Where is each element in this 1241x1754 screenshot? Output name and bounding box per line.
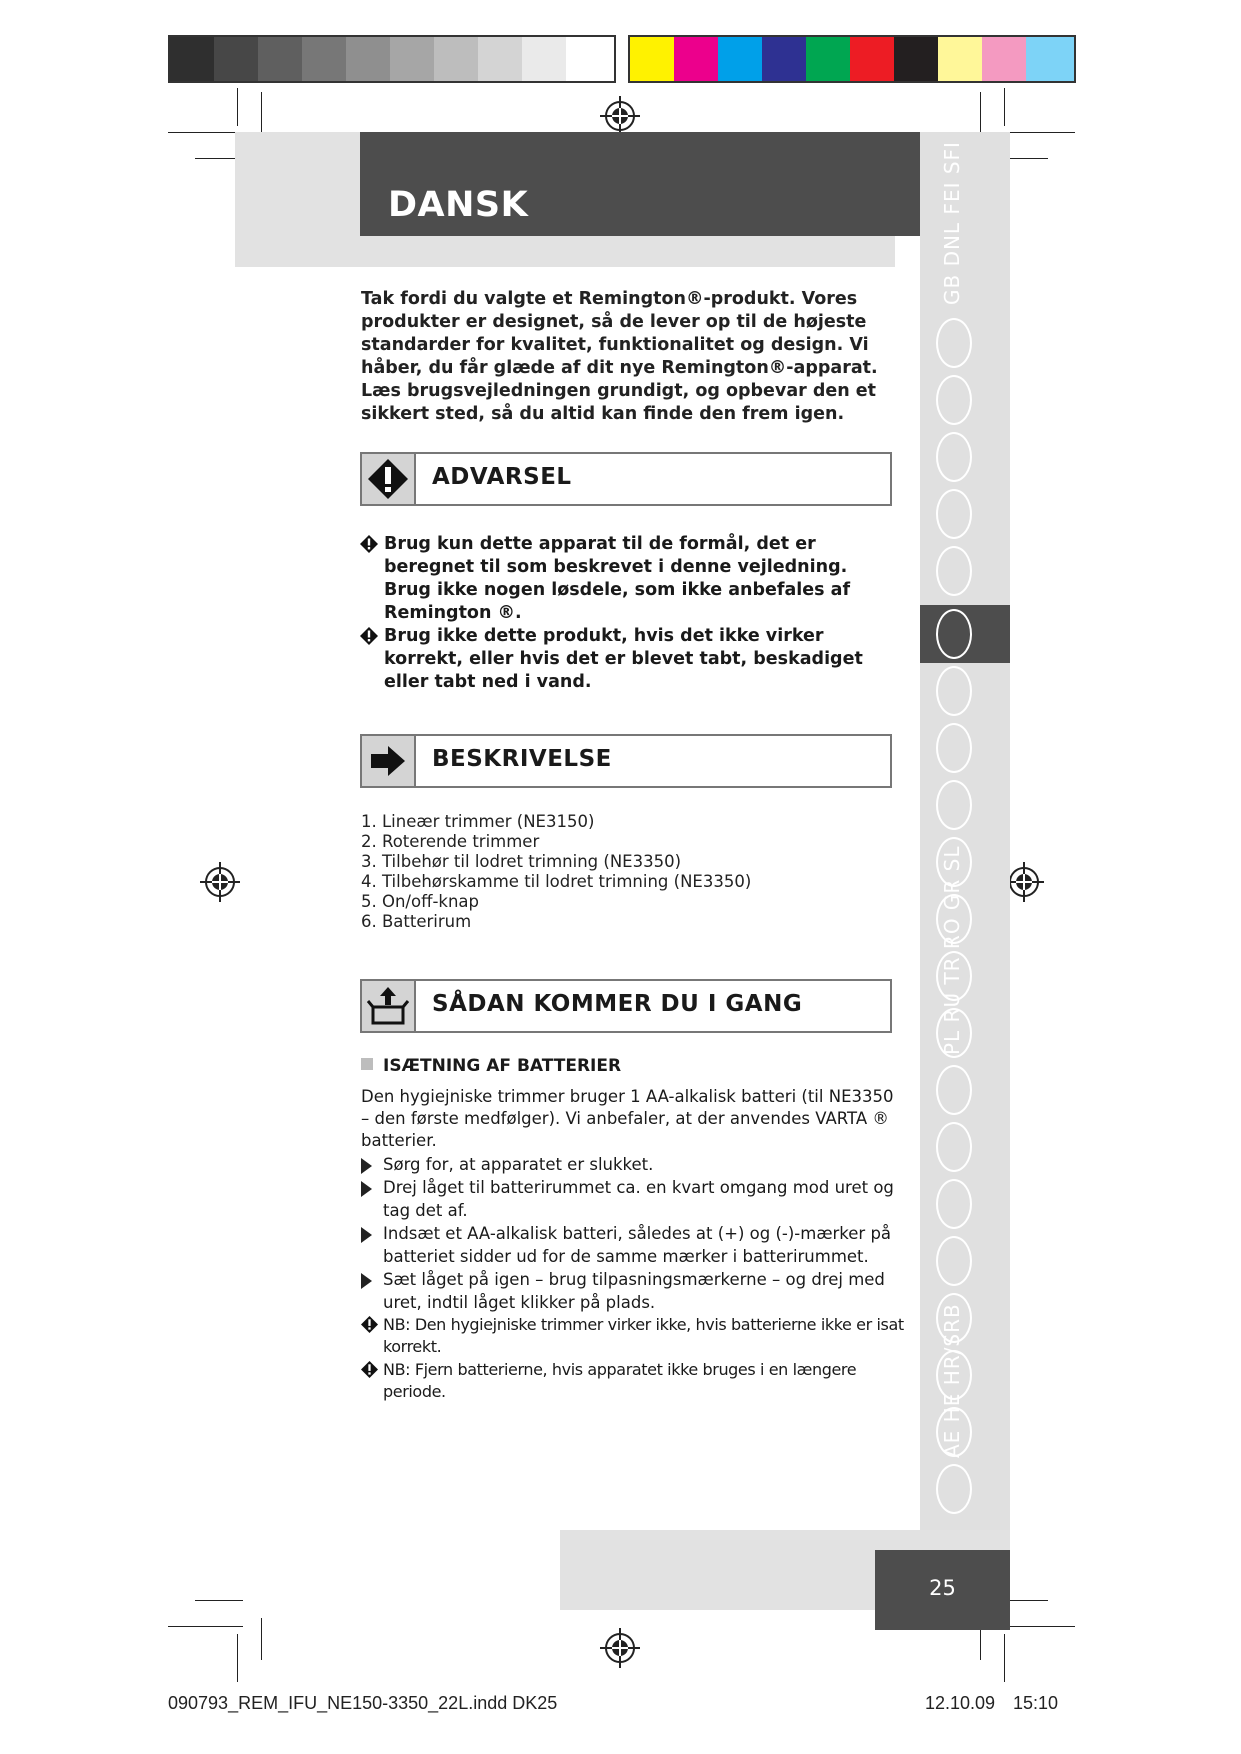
note-text: NB: Den hygiejniske trimmer virker ikke, hvis batterierne ikke er isat korrekt. (383, 1315, 904, 1356)
crop-mark (168, 1626, 243, 1627)
crop-mark (237, 88, 238, 126)
warning-text: Brug ikke dette produkt, hvis det ikke virker korrekt, eller hvis det er blevet tabt, beskadiget eller tabt ned i vand. (384, 626, 863, 692)
warning-bullet-icon (360, 627, 378, 645)
instruction-text: Indsæt et AA-alkalisk batteri, således at (+) og (-)-mærker på batteriet sidder ud for de samme mærker i batterirummet. (383, 1224, 892, 1266)
language-tab-dansk[interactable] (936, 609, 972, 659)
language-tab[interactable] (936, 1236, 972, 1286)
list-item: 1. Lineær trimmer (NE3150) (361, 812, 595, 831)
list-item: 5. On/off-knap (361, 892, 480, 911)
language-tab[interactable] (936, 1179, 972, 1229)
instruction-item (361, 1268, 901, 1314)
crop-mark (1004, 88, 1005, 126)
section-getting-started-header (360, 979, 892, 1033)
instruction-text: Sørg for, at apparatet er slukket. (383, 1155, 654, 1174)
list-item: 2. Roterende trimmer (361, 832, 540, 851)
warning-item (360, 625, 900, 694)
instruction-text: Drej låget til batterirummet ca. en kvart omgang mod uret og tag det af. (383, 1178, 894, 1220)
crop-mark (195, 1600, 243, 1601)
language-tab[interactable] (936, 318, 972, 368)
square-bullet-icon (361, 1058, 373, 1070)
note-item (361, 1359, 921, 1403)
language-tab[interactable] (936, 546, 972, 596)
warning-bullet-icon (360, 535, 378, 553)
list-item: 4. Tilbehørskamme til lodret trimning (NE3350) (361, 872, 752, 891)
section-title: SÅDAN KOMMER DU I GANG (432, 991, 803, 1017)
language-tab[interactable] (936, 1122, 972, 1172)
battery-paragraph: Den hygiejniske trimmer bruger 1 AA-alkalisk batteri (til NE3350 – den første medfølger). Vi anbefaler, at der anvendes VARTA ® batterier. (361, 1087, 894, 1150)
warning-bullet-icon (361, 1361, 378, 1378)
language-tab[interactable] (936, 666, 972, 716)
subheading (361, 1056, 621, 1076)
print-slug-file: 090793_REM_IFU_NE150-3350_22L.indd DK25 (168, 1693, 558, 1713)
registration-mark-icon (600, 96, 640, 136)
language-codes-mid: PL RU TR RO GR SL (940, 845, 964, 1055)
page-title: DANSK (388, 185, 529, 225)
section-title: ADVARSEL (432, 464, 572, 490)
section-warning-header (360, 452, 892, 506)
grayscale-border (168, 35, 616, 83)
warning-bullet-icon (361, 1316, 378, 1333)
language-codes-top: GB DNL FEI SFI KCZ (940, 91, 964, 305)
parts-list (361, 812, 751, 932)
language-tab[interactable] (936, 375, 972, 425)
color-bar-border (628, 35, 1076, 83)
list-item: 3. Tilbehør til lodret trimning (NE3350) (361, 852, 682, 871)
crop-mark (168, 132, 243, 133)
list-item: 6. Batterirum (361, 912, 472, 931)
language-tab[interactable] (936, 780, 972, 830)
triangle-bullet-icon (361, 1158, 372, 1174)
instruction-item (361, 1176, 901, 1222)
triangle-bullet-icon (361, 1227, 372, 1243)
warning-icon (362, 454, 416, 504)
registration-mark-icon (200, 862, 240, 902)
note-text: NB: Fjern batterierne, hvis apparatet ikke bruges i en længere periode. (383, 1360, 857, 1401)
triangle-bullet-icon (361, 1181, 372, 1197)
instruction-text: Sæt låget på igen – brug tilpasningsmærkerne – og drej med uret, indtil låget klikker på plads. (383, 1270, 885, 1312)
warning-text: Brug kun dette apparat til de formål, det er beregnet til som beskrevet i denne vejledning. Brug ikke nogen løsdele, som ikke anbefales af Remington ®. (384, 534, 851, 623)
intro-paragraph: Tak fordi du valgte et Remington®-produkt. Vores produkter er designet, så de lever op til de højeste standarder for kvalitet, funktionalitet og design. Vi håber, du får glæde af dit nye Remington®-apparat. Læs brugsvejledningen grundigt, og opbevar den et sikkert sted, så du altid kan finde den frem igen. (361, 289, 878, 424)
language-tab[interactable] (936, 432, 972, 482)
crop-mark (1000, 132, 1075, 133)
crop-mark (1000, 1626, 1075, 1627)
instruction-item (361, 1222, 901, 1268)
language-tab[interactable] (936, 1065, 972, 1115)
triangle-bullet-icon (361, 1273, 372, 1289)
crop-mark (237, 1634, 238, 1682)
section-description-header (360, 734, 892, 788)
page-number: 25 (875, 1550, 1010, 1630)
note-item (361, 1314, 921, 1358)
warning-item (360, 533, 900, 625)
crop-mark (261, 1618, 262, 1660)
subheading-text: ISÆTNING AF BATTERIER (383, 1056, 622, 1076)
crop-mark (1004, 1634, 1005, 1682)
print-slug-time: 15:10 (1013, 1693, 1059, 1713)
registration-mark-icon (1004, 862, 1044, 902)
language-codes-bottom: AE HE HR/SRB (940, 1303, 964, 1458)
section-title: BESKRIVELSE (432, 746, 612, 772)
box-unpack-icon (362, 981, 416, 1031)
language-tab[interactable] (936, 1464, 972, 1514)
registration-mark-icon (600, 1628, 640, 1668)
print-slug-date: 12.10.09 (925, 1693, 996, 1713)
language-tab[interactable] (936, 723, 972, 773)
instruction-item (361, 1153, 901, 1176)
arrow-right-icon (362, 736, 416, 786)
language-tab[interactable] (936, 489, 972, 539)
